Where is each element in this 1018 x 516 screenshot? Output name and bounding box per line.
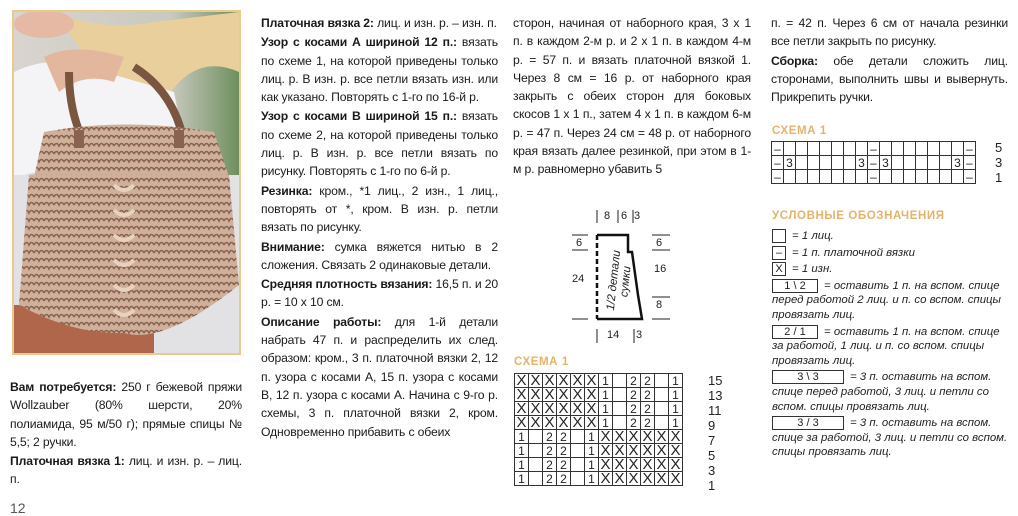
text-column-2: [261, 14, 498, 442]
knit-cell: [940, 170, 952, 184]
cable-cell: 2: [543, 444, 557, 458]
cable-cell: 1: [599, 388, 613, 402]
cable-cell: 2: [557, 472, 571, 486]
paragraph: [261, 33, 498, 106]
garter-cell: –: [868, 142, 880, 156]
cable-cell: 1: [515, 430, 529, 444]
knit-cell: [529, 472, 543, 486]
purl-cell: X: [628, 469, 639, 487]
knit-cell: [784, 170, 796, 184]
legend-text: = 1 изн.: [792, 263, 833, 276]
row-number: 3: [995, 155, 1003, 170]
knit-cell: [784, 142, 796, 156]
dim-right-3: 8: [656, 299, 663, 311]
paragraph-text: 250 г бежевой пряжи Wollzauber (80% шерсти, 20% полиамида, 95 м/50 г); прямые спицы № 5,5; 2 ручки.: [10, 380, 242, 449]
knit-cell: [613, 388, 627, 402]
paragraph-text: сумка вяжется нитью в 2 сложения. Связать 2 одинаковые детали.: [261, 239, 498, 272]
paragraph: [261, 182, 498, 237]
purl-cell: X: [530, 399, 541, 417]
photo-top-illustration: [14, 12, 239, 177]
purl-cell: X: [642, 441, 653, 459]
cable-cell: 2: [543, 458, 557, 472]
paragraph: [771, 52, 1008, 107]
bag-schematic: [560, 205, 690, 345]
cable-cell: 3: [784, 156, 796, 170]
paragraph-label: Сборка:: [771, 53, 818, 68]
paragraph: [261, 313, 498, 441]
cable-cell: 1: [669, 416, 683, 430]
purl-cell: X: [656, 427, 667, 445]
paragraph-label: Узор с косами В шириной 15 п.:: [261, 109, 457, 124]
legend-item: [772, 279, 1012, 323]
paragraph-label: Внимание:: [261, 239, 325, 254]
knit-cell: [796, 170, 808, 184]
garter-cell: –: [964, 156, 976, 170]
page-number: 12: [10, 500, 26, 516]
row-number: 9: [708, 418, 716, 433]
cable-cell: 3: [952, 156, 964, 170]
cable-cell: 2: [641, 374, 655, 388]
row-number: 15: [708, 373, 723, 388]
paragraph-label: Платочная вязка 1:: [10, 454, 125, 469]
knit-cell: [571, 430, 585, 444]
knit-cell: [613, 374, 627, 388]
legend-symbol-icon: [772, 229, 786, 243]
cable-cell: 2: [557, 430, 571, 444]
purl-cell: X: [516, 399, 527, 417]
cable-cell: 1: [669, 402, 683, 416]
legend-item: [772, 370, 1012, 414]
knit-cell: [820, 170, 832, 184]
purl-cell: X: [600, 441, 611, 459]
purl-cell: X: [586, 413, 597, 431]
purl-cell: X: [572, 385, 583, 403]
row-number: 5: [995, 140, 1003, 155]
paragraph-text: 16,5 п. и 20 р. = 10 х 10 см.: [261, 277, 498, 310]
purl-cell: X: [656, 441, 667, 459]
knit-cell: [655, 374, 669, 388]
knit-cell: [856, 170, 868, 184]
purl-cell: X: [558, 385, 569, 403]
legend-item: [772, 229, 1012, 244]
knit-cell: [655, 388, 669, 402]
knit-cell: [916, 170, 928, 184]
paragraph: [261, 238, 498, 275]
knit-cell: [571, 458, 585, 472]
cable-cell: 3: [856, 156, 868, 170]
scheme-bottom-grid: [514, 373, 683, 486]
garter-cell: –: [772, 142, 784, 156]
cable-cell: 1: [599, 402, 613, 416]
cable-cell: 2: [641, 416, 655, 430]
dim-top-2: 6: [621, 210, 628, 222]
paragraph: [771, 14, 1008, 51]
cable-cell: 1: [515, 458, 529, 472]
purl-cell: X: [572, 371, 583, 389]
purl-cell: X: [670, 455, 681, 473]
photo-bottom-illustration: [14, 175, 239, 353]
paragraph-text: лиц. и изн. р. – изн. п.: [373, 16, 497, 30]
purl-cell: X: [516, 371, 527, 389]
knit-cell: [880, 142, 892, 156]
knit-cell: [892, 156, 904, 170]
purl-cell: X: [586, 399, 597, 417]
legend-symbol-icon: X: [772, 262, 786, 276]
row-number: 7: [708, 433, 716, 448]
legend-text: = оставить 1 п. на вспом. спице перед работой 2 лиц. и п. со вспом. спицы провязать лиц.: [772, 279, 1001, 322]
paragraph-label: Платочная вязка 2:: [261, 16, 374, 30]
knit-cell: [844, 170, 856, 184]
purl-cell: X: [558, 371, 569, 389]
knit-cell: [832, 170, 844, 184]
grid-row: [515, 472, 683, 486]
knit-cell: [892, 170, 904, 184]
garter-cell: –: [868, 170, 880, 184]
cable-cell: 1: [669, 374, 683, 388]
row-number: 11: [708, 403, 722, 418]
cable-cell: 1: [585, 458, 599, 472]
row-number: 3: [708, 463, 716, 478]
paragraph: [513, 14, 751, 179]
knit-cell: [892, 142, 904, 156]
garter-cell: –: [772, 156, 784, 170]
knit-cell: [796, 142, 808, 156]
purl-cell: X: [670, 441, 681, 459]
knit-cell: [844, 156, 856, 170]
paragraph-text: лиц. и изн. р. – лиц. п.: [10, 454, 242, 487]
legend-item: [772, 262, 1012, 277]
schematic-label: 1/2 детали сумки: [604, 249, 634, 312]
purl-cell: X: [544, 413, 555, 431]
knit-cell: [928, 142, 940, 156]
purl-cell: X: [642, 455, 653, 473]
purl-cell: X: [642, 469, 653, 487]
purl-cell: X: [670, 427, 681, 445]
paragraph: [10, 378, 242, 451]
knit-cell: [928, 156, 940, 170]
garter-cell: –: [868, 156, 880, 170]
cable-cell: 1: [585, 444, 599, 458]
knit-cell: [940, 142, 952, 156]
dim-top-3: 3: [634, 210, 641, 222]
purl-cell: X: [516, 385, 527, 403]
row-number: 1: [995, 170, 1003, 185]
knit-cell: [529, 430, 543, 444]
knit-cell: [571, 444, 585, 458]
dim-bottom-2: 3: [636, 329, 643, 341]
dim-left-2: 24: [572, 273, 585, 285]
legend-text: = 1 п. платочной вязки: [792, 246, 915, 259]
cable-cell: 1: [585, 472, 599, 486]
purl-cell: X: [614, 441, 625, 459]
knit-cell: [820, 142, 832, 156]
grid-row: [772, 156, 976, 170]
legend-title: УСЛОВНЫЕ ОБОЗНАЧЕНИЯ: [772, 210, 945, 222]
knit-cell: [808, 170, 820, 184]
knit-cell: [808, 142, 820, 156]
cable-cell: 2: [627, 402, 641, 416]
legend-item: [772, 416, 1012, 460]
row-number: 13: [708, 388, 723, 403]
purl-cell: X: [530, 385, 541, 403]
legend-symbol-icon: 2 / 1: [772, 325, 818, 339]
purl-cell: X: [670, 469, 681, 487]
garter-cell: –: [964, 170, 976, 184]
knit-cell: [880, 170, 892, 184]
legend-text: = оставить 1 п. на вспом. спице за работой, 1 лиц. и п. со вспом. спицы провязать лиц.: [772, 325, 1000, 367]
dim-bottom-1: 14: [607, 329, 620, 341]
legend-symbol-icon: –: [772, 246, 786, 260]
paragraph: [10, 452, 242, 489]
paragraph-text: вязать по схеме 2, на которой приведены только лиц. р. В изн. р. все петли вязать по рисунку. Повторять с 1-го по 6-й р.: [261, 109, 498, 179]
purl-cell: X: [544, 399, 555, 417]
legend-symbol-icon: 3 / 3: [772, 416, 844, 430]
paragraph-text: сторон, начиная от наборного края, 3 х 1 п. в каждом 2-м р. и 2 х 1 п. в каждом 4-м р. = 57 п. и вязать платочной вязкой 1. Через 8 см = 16 р. от наборного края закрыть с обеих сторон для боковых скосов 1 х 1 п., затем 4 х 1 п. в каждом 6-м р. = 47 п. Через 24 см = 48 р. от наборного края вязать далее резинкой, при этом в 1-м р. равномерно убавить 5: [513, 16, 751, 177]
legend-item: [772, 325, 1012, 369]
paragraph-text: кром., *1 лиц., 2 изн., 1 лиц., повторять от *, кром. В изн. р. петли вязать по рисунку.: [261, 183, 498, 235]
knit-cell: [820, 156, 832, 170]
purl-cell: X: [586, 371, 597, 389]
purl-cell: X: [530, 371, 541, 389]
paragraph-label: Вам потребуется:: [10, 380, 117, 394]
knit-cell: [529, 444, 543, 458]
cable-cell: 1: [515, 472, 529, 486]
knit-cell: [952, 142, 964, 156]
cable-cell: 2: [627, 374, 641, 388]
paragraph-label: Средняя плотность вязания:: [261, 277, 433, 292]
purl-cell: X: [614, 455, 625, 473]
dim-right-1: 6: [656, 237, 663, 249]
cable-cell: 2: [627, 388, 641, 402]
cable-cell: 2: [627, 416, 641, 430]
legend-text: = 3 п. оставить на вспом. спице за работой, 3 лиц. и петли со вспом. спицы провязать лиц.: [772, 417, 1008, 459]
purl-cell: X: [600, 455, 611, 473]
garter-cell: –: [964, 142, 976, 156]
knit-cell: [796, 156, 808, 170]
knit-cell: [904, 142, 916, 156]
scheme-right-grid: [771, 141, 976, 184]
paragraph-label: Узор с косами А шириной 12 п.:: [261, 35, 457, 50]
knit-cell: [904, 170, 916, 184]
bag-photo-bottom: [12, 175, 241, 355]
knit-cell: [916, 142, 928, 156]
knit-cell: [832, 142, 844, 156]
legend-symbol-icon: 1 \ 2: [772, 279, 818, 293]
purl-cell: X: [572, 413, 583, 431]
cable-cell: 1: [599, 374, 613, 388]
purl-cell: X: [656, 455, 667, 473]
knit-cell: [928, 170, 940, 184]
paragraph-text: для 1-й детали набрать 47 п. и распределить их след. образом: кром., 3 п. платочной вязки 2, 12 п. узора с косами А, 15 п. узора с косами В, 12 п. узора с косами А. Начина с 9-го р. схемы, 3 п. платочной вязки 2, кром. Одновременно прибавить с обеих: [261, 314, 498, 439]
text-column-3: [513, 14, 751, 180]
garter-cell: –: [772, 170, 784, 184]
cable-cell: 1: [515, 444, 529, 458]
purl-cell: X: [600, 427, 611, 445]
knit-cell: [916, 156, 928, 170]
paragraph-text: обе детали сложить лиц. сторонами, выполнить швы и вывернуть. Прикрепить ручки.: [771, 53, 1008, 105]
knit-cell: [904, 156, 916, 170]
purl-cell: X: [516, 413, 527, 431]
purl-cell: X: [572, 399, 583, 417]
knit-cell: [940, 156, 952, 170]
cable-cell: 2: [543, 472, 557, 486]
paragraph: [261, 107, 498, 180]
dim-right-2: 16: [654, 263, 667, 275]
cable-cell: 1: [669, 388, 683, 402]
purl-cell: X: [656, 469, 667, 487]
purl-cell: X: [544, 385, 555, 403]
legend-symbol-icon: 3 \ 3: [772, 370, 844, 384]
row-number: 5: [708, 448, 716, 463]
text-column-1: [10, 378, 242, 490]
grid-row: [772, 170, 976, 184]
purl-cell: X: [530, 413, 541, 431]
text-column-4: [771, 14, 1008, 107]
scheme-bottom-title: СХЕМА 1: [514, 356, 569, 368]
cable-cell: 1: [599, 416, 613, 430]
legend: [772, 229, 1012, 462]
legend-item: [772, 246, 1012, 261]
legend-text: = 3 п. оставить на вспом. спице перед работой, 3 лиц. и петли со вспом. спицы провязать лиц.: [772, 371, 992, 413]
knit-cell: [844, 142, 856, 156]
purl-cell: X: [600, 469, 611, 487]
legend-text: = 1 лиц.: [792, 230, 834, 243]
cable-cell: 2: [641, 402, 655, 416]
row-number: 1: [708, 478, 716, 493]
knit-cell: [529, 458, 543, 472]
purl-cell: X: [614, 469, 625, 487]
knit-cell: [832, 156, 844, 170]
purl-cell: X: [544, 371, 555, 389]
cable-cell: 1: [585, 430, 599, 444]
knit-cell: [655, 402, 669, 416]
paragraph-label: Описание работы:: [261, 314, 382, 329]
cable-cell: 2: [641, 388, 655, 402]
dim-top-1: 8: [604, 210, 611, 222]
dim-left-1: 6: [576, 237, 583, 249]
paragraph-text: вязать по схеме 1, на которой приведены только лиц. р. В изн. р. все петли вязать изн. или как указано. Повторять с 1-го по 16-й р.: [261, 35, 498, 105]
purl-cell: X: [628, 455, 639, 473]
purl-cell: X: [614, 427, 625, 445]
paragraph-label: Резинка:: [261, 183, 313, 198]
scheme-right-title: СХЕМА 1: [772, 125, 827, 137]
purl-cell: X: [628, 427, 639, 445]
knit-cell: [952, 170, 964, 184]
purl-cell: X: [642, 427, 653, 445]
knit-cell: [571, 472, 585, 486]
purl-cell: X: [628, 441, 639, 459]
purl-cell: X: [558, 413, 569, 431]
cable-cell: 3: [880, 156, 892, 170]
cable-cell: 2: [557, 458, 571, 472]
knit-cell: [613, 402, 627, 416]
bag-photo: [12, 10, 241, 177]
grid-row: [772, 142, 976, 156]
paragraph: [261, 14, 498, 32]
purl-cell: X: [558, 399, 569, 417]
purl-cell: X: [586, 385, 597, 403]
paragraph: [261, 275, 498, 312]
paragraph-text: п. = 42 п. Через 6 см от начала резинки все петли закрыть по рисунку.: [771, 16, 1008, 49]
knit-cell: [856, 142, 868, 156]
cable-cell: 2: [557, 444, 571, 458]
knit-cell: [808, 156, 820, 170]
cable-cell: 2: [543, 430, 557, 444]
